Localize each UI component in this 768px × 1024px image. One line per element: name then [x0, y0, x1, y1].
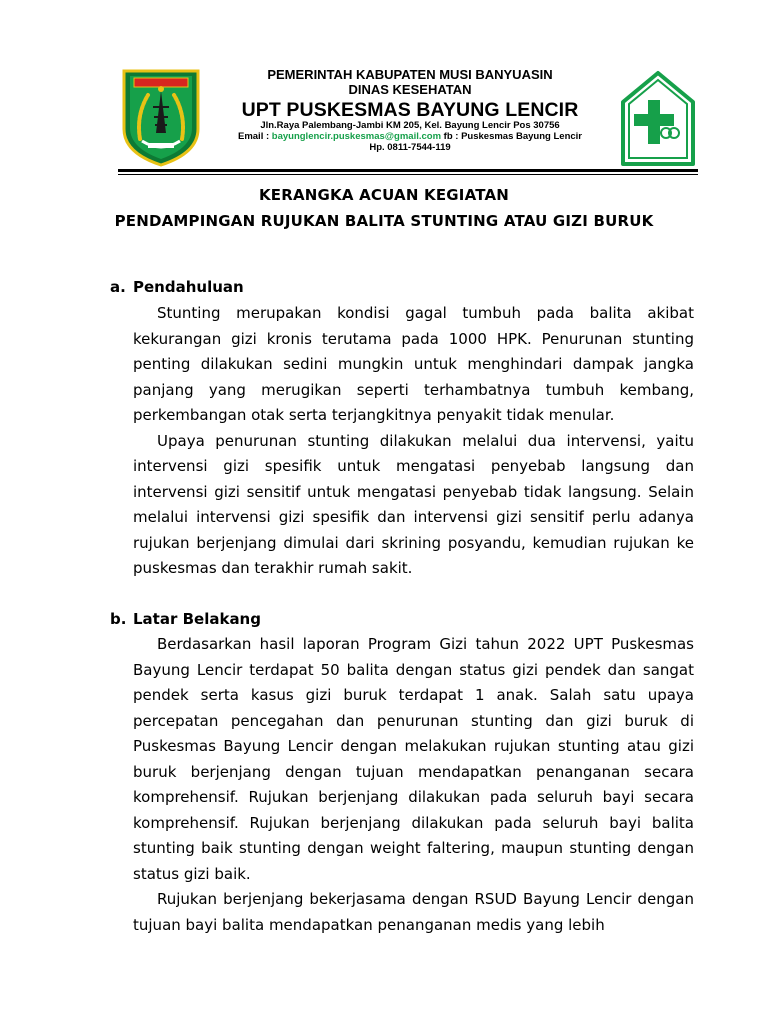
paragraph: Stunting merupakan kondisi gagal tumbuh pada balita akibat kekurangan gizi kronis terutama pada 1000 HPK. Penurunan stunting penting dilakukan sedini mungkin untuk menghindari dampak jangka panjang yang merugikan seperti terhambatnya tumbuh kembang, perkembangan otak serta terjangkitnya penyakit tidak menular. — [133, 304, 694, 424]
section-marker: b. — [110, 610, 127, 628]
paragraph: Rujukan berjenjang bekerjasama dengan RSUD Bayung Lencir dengan tujuan bayi balita mendapatkan penanganan medis yang lebih — [133, 890, 694, 934]
email-label: Email : — [237, 131, 272, 143]
section-title: Pendahuluan — [133, 278, 244, 296]
section-heading-pendahuluan — [110, 278, 244, 296]
government-name: PEMERINTAH KABUPATEN MUSI BANYUASIN — [267, 67, 553, 82]
paragraph: Berdasarkan hasil laporan Program Gizi tahun 2022 UPT Puskesmas Bayung Lencir terdapat 50 balita dengan status gizi pendek dan sangat pendek serta kasus gizi buruk terdapat 1 anak. Salah satu upaya percepatan pencegahan dan penurunan stunting dan gizi buruk di Puskesmas Bayung Lencir dengan melakukan rujukan stunting atau gizi buruk berjenjang dengan tujuan mendapatkan penanganan secara komprehensif. Rujukan berjenjang dilakukan pada seluruh bayi secara komprehensif. Rujukan berjenjang dilakukan pada seluruh bayi balita stunting baik stunting dengan weight faltering, maupun stunting dengan status gizi baik. — [133, 635, 694, 883]
address-line: Jln.Raya Palembang-Jambi KM 205, Kel. Bayung Lencir Pos 30756 — [260, 120, 560, 132]
institution-name: UPT PUSKESMAS BAYUNG LENCIR — [241, 98, 579, 121]
paragraph: Upaya penurunan stunting dilakukan melalui dua intervensi, yaitu intervensi gizi spesifik untuk mengatasi penyebab langsung dan intervensi gizi sensitif untuk mengatasi penyebab tidak langsung. Selain melalui intervensi gizi spesifik dan intervensi gizi sensitif perlu adanya rujukan berjenjang dimulai dari skrining posyandu, kemudian rujukan ke puskesmas dan terakhir rumah sakit. — [133, 431, 694, 577]
document-subtitle: PENDAMPINGAN RUJUKAN BALITA STUNTING ATAU GIZI BURUK — [114, 212, 654, 230]
facebook-text: fb : Puskesmas Bayung Lencir — [441, 131, 582, 143]
phone-line: Hp. 0811-7544-119 — [369, 142, 451, 154]
letterhead — [0, 0, 768, 180]
email-link[interactable]: bayunglencir.puskesmas@gmail.com — [271, 131, 442, 143]
section-title: Latar Belakang — [133, 610, 261, 628]
section-heading-latar-belakang — [110, 610, 261, 628]
letterhead-text — [210, 68, 610, 154]
document-title: KERANGKA ACUAN KEGIATAN — [258, 186, 510, 204]
agency-name: DINAS KESEHATAN — [348, 81, 472, 97]
section-body-pendahuluan — [133, 301, 694, 582]
section-marker: a. — [110, 278, 126, 296]
musi-banyuasin-emblem-icon — [118, 67, 204, 167]
section-body-latar-belakang — [133, 632, 694, 938]
puskesmas-logo-icon — [620, 70, 696, 168]
letterhead-rule-thin — [118, 174, 698, 175]
letterhead-rule-thick — [118, 169, 698, 172]
